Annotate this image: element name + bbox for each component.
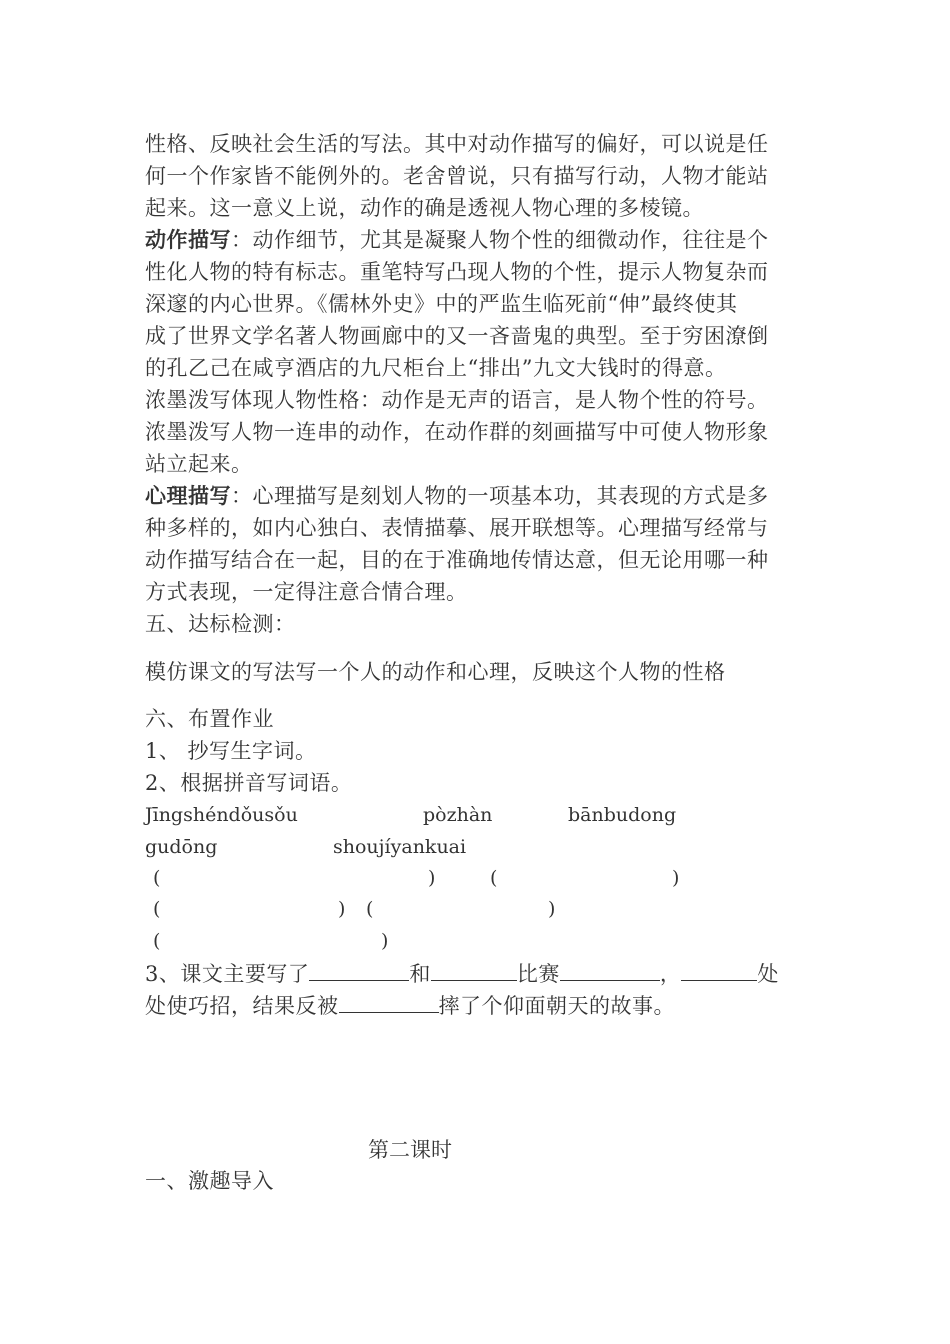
section-heading: 一、激趣导入 — [145, 1169, 274, 1193]
homework-item: 2、根据拼音写词语。 — [145, 771, 353, 795]
psych-text: ：心理描写是刻划人物的一项基本功，其表现的方式是多 — [231, 484, 769, 508]
paragraph-line: 种多样的，如内心独白、表情描摹、展开联想等。心理描写经常与 — [145, 516, 769, 540]
psych-heading: 心理描写 — [145, 484, 231, 508]
fill-blank[interactable] — [339, 990, 439, 1013]
pinyin-word: bānbudong — [568, 804, 677, 826]
answer-bracket-open: ( — [366, 898, 374, 920]
answer-bracket-open: ( — [153, 898, 161, 920]
paragraph-line: 方式表现，一定得注意合情合理。 — [145, 580, 468, 604]
exercise-task: 模仿课文的写法写一个人的动作和心理，反映这个人物的性格 — [145, 660, 726, 684]
paragraph-line: 浓墨泼写人物一连串的动作，在动作群的刻画描写中可使人物形象 — [145, 420, 769, 444]
section-heading: 五、达标检测： — [145, 612, 296, 636]
question-text: 3、课文主要写了 — [145, 962, 310, 986]
fill-blank[interactable] — [309, 958, 409, 981]
psych-paragraph-first-line — [145, 480, 769, 512]
fill-in-question — [145, 958, 779, 990]
pinyin-word: shoujíyankuai — [333, 836, 467, 858]
action-heading: 动作描写 — [145, 228, 231, 252]
question-text: ， — [659, 962, 682, 986]
question-text: 摔了个仰面朝天的故事。 — [438, 994, 675, 1018]
pinyin-word: Jīngshéndǒusǒu — [145, 804, 298, 826]
paragraph-line: 站立起来。 — [145, 452, 253, 476]
answer-bracket-close: ) — [338, 898, 346, 920]
pinyin-word: gudōng — [145, 836, 218, 858]
answer-bracket-close: ) — [672, 867, 680, 889]
fill-blank[interactable] — [431, 958, 517, 981]
fill-blank[interactable] — [681, 958, 757, 981]
paragraph-line: 起来。这一意义上说，动作的确是透视人物心理的多棱镜。 — [145, 196, 704, 220]
paragraph-line: 的孔乙己在咸亨酒店的九尺柜台上“排出”九文大钱时的得意。 — [145, 356, 727, 380]
fill-in-question-continued — [145, 990, 675, 1022]
answer-bracket-open: ( — [153, 930, 161, 952]
paragraph-line: 深邃的内心世界。《儒林外史》中的严监生临死前“伸”最终使其 — [145, 292, 738, 316]
question-text: 比赛 — [516, 962, 560, 986]
question-text: 和 — [409, 962, 431, 986]
paragraph-line: 何一个作家皆不能例外的。老舍曾说，只有描写行动，人物才能站 — [145, 164, 769, 188]
question-text: 处 — [757, 962, 779, 986]
paragraph-line: 性化人物的特有标志。重笔特写凸现人物的个性，提示人物复杂而 — [145, 260, 769, 284]
answer-bracket-close: ) — [428, 867, 436, 889]
question-text: 处使巧招，结果反被 — [145, 994, 339, 1018]
homework-item: 1、 抄写生字词。 — [145, 739, 317, 763]
section-heading: 六、布置作业 — [145, 707, 274, 731]
lesson-title: 第二课时 — [368, 1138, 452, 1162]
action-text: ：动作细节，尤其是凝聚人物个性的细微动作，往往是个 — [231, 228, 769, 252]
answer-bracket-open: ( — [153, 867, 161, 889]
pinyin-word: pòzhàn — [423, 804, 493, 826]
paragraph-line: 浓墨泼写体现人物性格：动作是无声的语言，是人物个性的符号。 — [145, 388, 769, 412]
paragraph-line: 动作描写结合在一起，目的在于准确地传情达意，但无论用哪一种 — [145, 548, 769, 572]
action-paragraph-first-line — [145, 224, 769, 256]
answer-bracket-open: ( — [490, 867, 498, 889]
answer-bracket-close: ) — [381, 930, 389, 952]
answer-bracket-close: ) — [548, 898, 556, 920]
fill-blank[interactable] — [560, 958, 660, 981]
paragraph-line: 性格、反映社会生活的写法。其中对动作描写的偏好，可以说是任 — [145, 132, 769, 156]
paragraph-line: 成了世界文学名著人物画廊中的又一吝啬鬼的典型。至于穷困潦倒 — [145, 324, 769, 348]
